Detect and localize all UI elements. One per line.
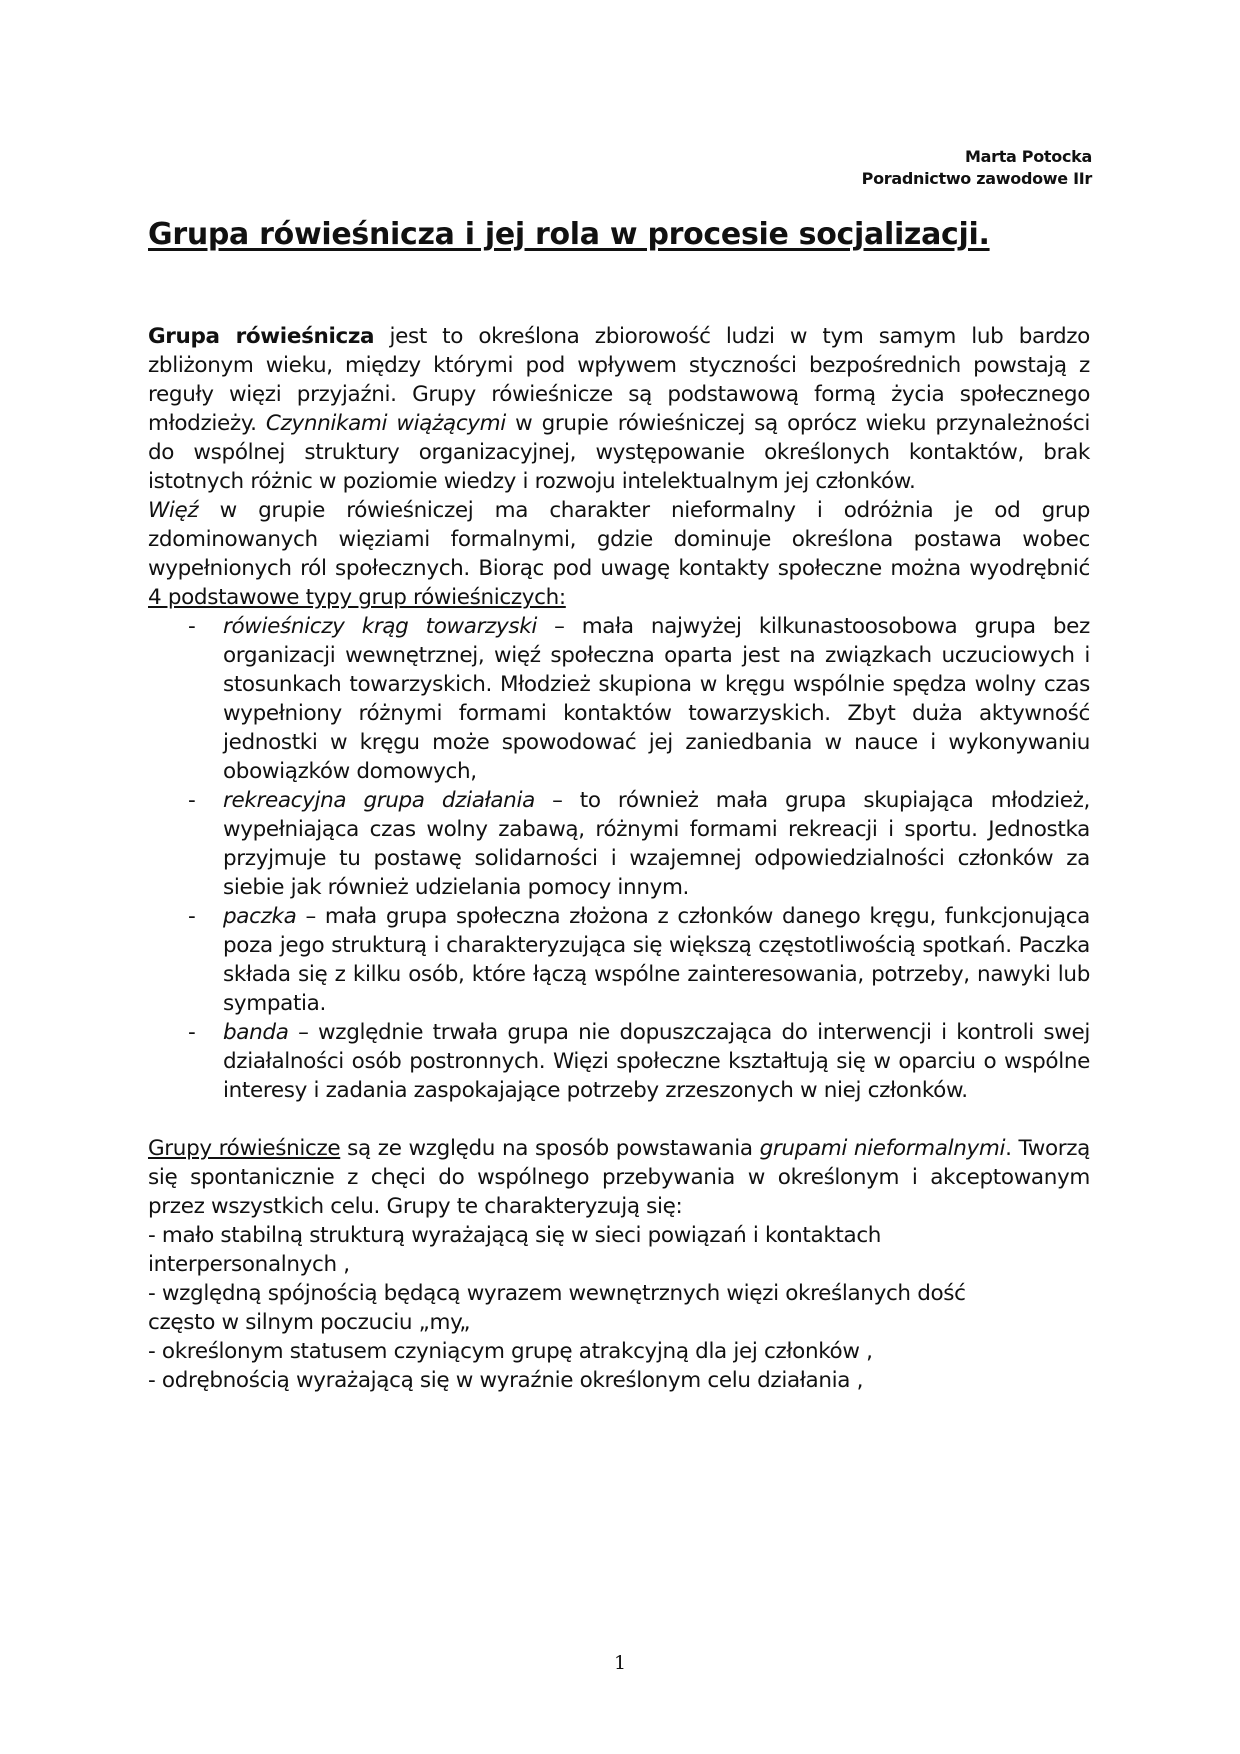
group-types-list (148, 612, 1090, 1105)
dash-bullet: - (188, 614, 196, 639)
type-term: paczka (223, 904, 297, 929)
type-description: – mała najwyżej kilkunastoosobowa grupa bez organizacji wewnętrznej, więź społeczna oparta jest na związkach uczuciowych i stosunkach towarzyskich. Młodzież skupiona w kręgu wspólnie spędza wolny czas wypełniony różnymi formami kontaktów towarzyskich. Zbyt duża aktywność jednostki w kręgu może spowodować jej zaniedbania w nauce i wykonywaniu obowiązków domowych, (223, 614, 1090, 784)
list-item (148, 1018, 1090, 1105)
type-description: – to również mała grupa skupiająca młodzież, wypełniająca czas wolny zabawą, różnymi formami rekreacji i sportu. Jednostka przyjmuje tu postawę solidarności i wzajemnej odpowiedzialności członków za siebie jak również udzielania pomocy innym. (223, 788, 1091, 900)
list-item (148, 786, 1090, 902)
type-term: rekreacyjna grupa działania (223, 788, 535, 813)
feature-line: - względną spójnością będącą wyrazem wewnętrznych więzi określanych dość często w silnym poczuciu „my„ (148, 1281, 966, 1335)
feature-line: - określonym statusem czyniącym grupę atrakcyjną dla jej członków , (148, 1339, 873, 1364)
type-description: – mała grupa społeczna złożona z członków danego kręgu, funkcjonująca poza jego strukturą i charakteryzująca się większą częstotliwością spotkań. Paczka składa się z kilku osób, które łączą wspólne zainteresowania, potrzeby, nawyki lub sympatia. (223, 904, 1090, 1016)
document-body (148, 322, 1090, 1395)
feature-line: - odrębnością wyrażającą się w wyraźnie określonym celu działania , (148, 1368, 864, 1393)
type-description: – względnie trwała grupa nie dopuszczająca do interwencji i kontroli swej działalności osób postronnych. Więzi społeczne kształtują się w oparciu o wspólne interesy i zadania zaspokajające potrzeby zrzeszonych w niej członków. (223, 1020, 1090, 1103)
paragraph-definition (148, 322, 1090, 496)
dash-bullet: - (188, 904, 196, 929)
list-item (148, 612, 1090, 786)
type-term: rówieśniczy krąg towarzyski (223, 614, 537, 639)
spacer (148, 1105, 1090, 1134)
course-name: Poradnictwo zawodowe IIr (861, 169, 1092, 188)
text: . Tworzą się spontanicznie z chęci do wspólnego przebywania w określonym i akceptowanym przez wszystkich celu. Grupy te charakteryzują się: (148, 1136, 1091, 1219)
author-name: Marta Potocka (964, 147, 1092, 166)
type-term: banda (223, 1020, 289, 1045)
page-header (862, 146, 1092, 190)
text: w grupie rówieśniczej ma charakter nieformalny i odróżnia je od grup zdominowanych więziami formalnymi, gdzie dominuje określona postawa wobec wypełnionych ról społecznych. Biorąc pod uwagę kontakty społeczne można wyodrębnić (148, 498, 1090, 581)
paragraph-bond (148, 496, 1090, 612)
text: jest to określona zbiorowość ludzi w tym samym lub bardzo zbliżonym wieku, między którymi pod wpływem styczności bezpośrednich powstają z reguły więzi przyjaźni. Grupy rówieśnicze są podstawową formą życia społecznego młodzieży. (148, 324, 1090, 436)
paragraph-informal-groups (148, 1134, 1090, 1221)
underlined-text: 4 podstawowe typy grup rówieśniczych: (148, 585, 566, 610)
feature-line: - mało stabilną strukturą wyrażającą się w sieci powiązań i kontaktach interpersonalnych , (148, 1223, 882, 1277)
dash-bullet: - (188, 788, 196, 813)
underlined-text: Grupy rówieśnicze (148, 1136, 341, 1161)
bold-term: Grupa rówieśnicza (148, 324, 375, 349)
italic-term: Czynnikami wiążącymi (265, 411, 506, 436)
italic-term: grupami nieformalnymi (759, 1136, 1006, 1161)
text: w grupie rówieśniczej są oprócz wieku przynależności do wspólnej struktury organizacyjnej, występowanie określonych kontaktów, brak istotnych różnic w poziomie wiedzy i rozwoju intelektualnym jej członków. (148, 411, 1090, 494)
text: są ze względu na sposób powstawania (340, 1136, 760, 1161)
italic-term: Więź (148, 498, 199, 523)
dash-bullet: - (188, 1020, 196, 1045)
document-title: Grupa rówieśnicza i jej rola w procesie socjalizacji. (148, 217, 990, 252)
page-number: 1 (613, 1652, 627, 1674)
list-item (148, 902, 1090, 1018)
